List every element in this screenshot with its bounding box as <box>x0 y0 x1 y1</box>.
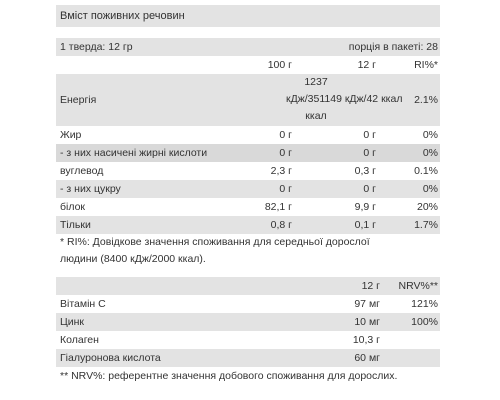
row-nrv: 121% <box>411 298 438 310</box>
row-per-100g: 0 г <box>279 183 292 195</box>
header2-nrv: NRV%** <box>398 280 438 292</box>
header-ri: RI%* <box>414 59 438 71</box>
row-ri: 0% <box>422 183 438 195</box>
serving-row <box>56 38 440 56</box>
row-label: білок <box>60 201 86 213</box>
row-label: Гіалуронова кислота <box>60 352 161 364</box>
table-row <box>56 126 440 144</box>
row-label: Колаген <box>60 334 99 346</box>
vitamins-header-row <box>56 277 440 295</box>
energy-row <box>56 74 440 126</box>
nrv-note: ** NRV%: референтне значення добового споживання для дорослих. <box>60 370 398 382</box>
row-per-100g: 0 г <box>279 147 292 159</box>
header2-per-12g: 12 г <box>361 280 380 292</box>
table-title: Вміст поживних речовин <box>60 10 185 22</box>
row-label: Жир <box>60 129 82 141</box>
row-label: Цинк <box>60 316 85 328</box>
header-row <box>56 56 440 74</box>
table-row <box>56 144 440 162</box>
serving-size: 1 тверда: 12 гр <box>60 41 133 53</box>
row-per-12g: 0 г <box>363 129 376 141</box>
row-label: Тільки <box>60 219 91 231</box>
row-per-12g: 0 г <box>363 183 376 195</box>
table-row <box>56 295 440 313</box>
energy-values <box>286 74 403 125</box>
row-per-12g: 10 мг <box>354 316 380 328</box>
energy-line-3: ккал <box>305 110 327 122</box>
table-row <box>56 180 440 198</box>
table-row <box>56 162 440 180</box>
row-label: - з них насичені жирні кислоти <box>60 147 208 159</box>
row-per-12g: 0,1 г <box>354 219 376 231</box>
title-row <box>56 5 440 27</box>
table-row <box>56 198 440 216</box>
row-nrv: 100% <box>411 316 438 328</box>
row-ri: 0% <box>422 147 438 159</box>
row-ri: 0% <box>422 129 438 141</box>
ri-note-line-2: людини (8400 кДж/2000 ккал). <box>60 253 206 265</box>
row-per-12g: 97 мг <box>354 298 380 310</box>
table-row <box>56 331 440 349</box>
energy-line-1: 1237 <box>304 76 328 88</box>
row-per-12g: 60 мг <box>354 352 380 364</box>
header-per-100g: 100 г <box>267 59 292 71</box>
row-per-100g: 2,3 г <box>270 165 292 177</box>
row-per-12g: 9,9 г <box>354 201 376 213</box>
row-per-12g: 0,3 г <box>354 165 376 177</box>
table-row <box>56 349 440 367</box>
row-ri: 1.7% <box>414 219 438 231</box>
row-per-100g: 0 г <box>279 129 292 141</box>
row-per-100g: 82,1 г <box>264 201 292 213</box>
table-row <box>56 216 440 234</box>
row-label: Вітамін С <box>60 298 106 310</box>
ri-note <box>60 234 440 268</box>
table-row <box>56 313 440 331</box>
row-per-12g: 10,3 г <box>352 334 380 346</box>
row-label: вуглевод <box>60 165 104 177</box>
energy-label: Енергія <box>60 94 97 106</box>
row-ri: 20% <box>416 201 438 213</box>
energy-line-2: кДж/351149 кДж/42 ккал <box>286 93 403 105</box>
row-per-12g: 0 г <box>363 147 376 159</box>
row-per-100g: 0,8 г <box>270 219 292 231</box>
header-per-12g: 12 г <box>357 59 376 71</box>
row-label: - з них цукру <box>60 183 121 195</box>
ri-note-line-1: * RI%: Довідкове значення споживання для середньої дорослої <box>60 236 370 248</box>
servings-per-pack: порція в пакеті: 28 <box>348 41 438 53</box>
energy-ri: 2.1% <box>414 94 438 106</box>
row-ri: 0.1% <box>414 165 438 177</box>
